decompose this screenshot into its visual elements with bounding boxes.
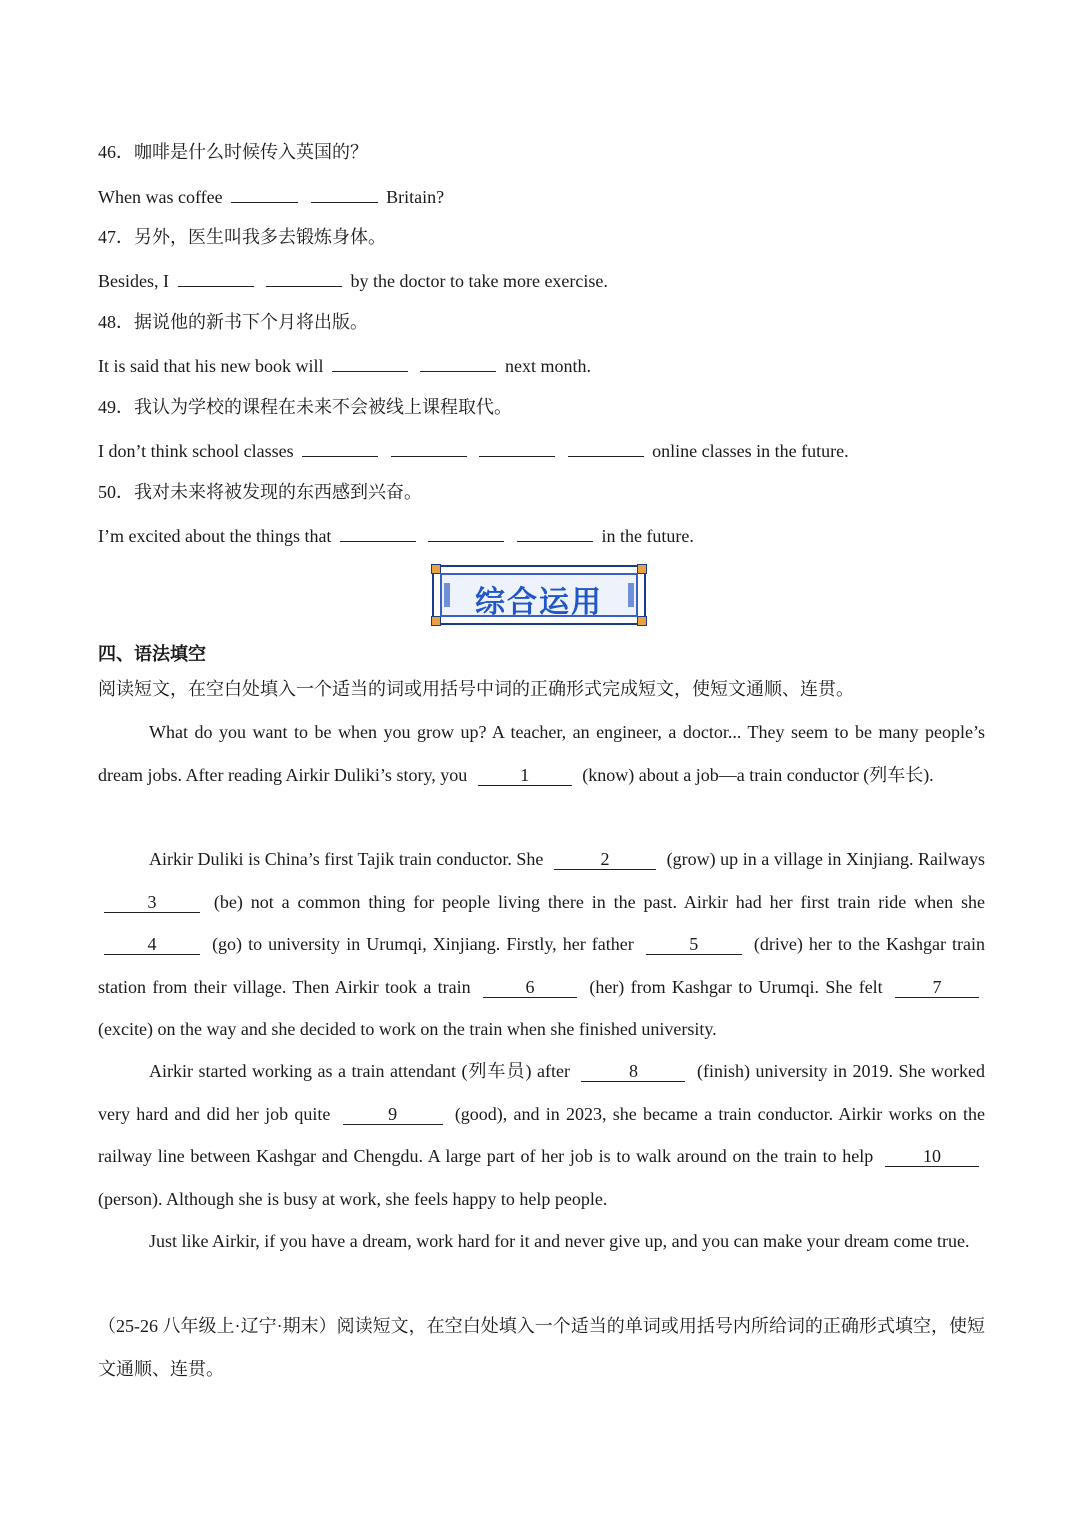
next-question-instruction: （25-26 八年级上·辽宁·期末）阅读短文，在空白处填入一个适当的单词或用括号内所给词的正确形式填空，使短文通顺、连贯。 [98,1316,985,1379]
passage-text: (drive) her to the Kashgar train station from their village. Then Airkir took a train [98,934,986,997]
answer-blank-1[interactable]: 1 [478,765,572,786]
answer-blank-8[interactable]: 8 [581,1061,685,1082]
answer-blank[interactable] [517,523,593,542]
passage-paragraph-2 [98,838,985,1051]
answer-blank-2[interactable]: 2 [554,849,656,870]
answer-blank[interactable] [479,438,555,457]
q49-text-b: online classes in the future. [652,441,849,461]
question-47-sentence [98,268,608,293]
passage-paragraph-3 [98,1050,985,1220]
question-46-sentence [98,184,444,209]
answer-blank[interactable] [420,353,496,372]
section-banner [432,565,646,625]
passage-text: (finish) university in 2019. She worked very hard and did her job quite [98,1061,986,1124]
question-46-prompt: 46．咖啡是什么时候传入英国的？ [98,142,368,162]
q50-text-a: I’m excited about the things that [98,526,332,546]
answer-blank[interactable] [340,523,416,542]
answer-blank[interactable] [568,438,644,457]
answer-blank[interactable] [178,268,254,287]
passage-paragraph-4 [98,1220,985,1263]
answer-blank[interactable] [332,353,408,372]
question-50-sentence [98,523,694,548]
question-48-sentence [98,353,591,378]
q49-text-a: I don’t think school classes [98,441,294,461]
q50-text-b: in the future. [601,526,694,546]
answer-blank-5[interactable]: 5 [646,934,742,955]
passage-text: Airkir Duliki is China’s first Tajik train conductor. She [149,849,544,869]
passage-text: (know) about a job—a train conductor (列车长). [582,764,934,785]
q47-text-b: by the doctor to take more exercise. [350,271,608,291]
answer-blank[interactable] [428,523,504,542]
section-instruction: 阅读短文，在空白处填入一个适当的词或用括号中词的正确形式完成短文，使短文通顺、连贯。 [98,679,854,699]
question-47-prompt: 47．另外，医生叫我多去锻炼身体。 [98,227,386,247]
answer-blank-9[interactable]: 9 [343,1104,443,1125]
answer-blank[interactable] [266,268,342,287]
answer-blank-10[interactable]: 10 [885,1146,979,1167]
passage-text: (go) to university in Urumqi, Xinjiang. Firstly, her father [212,934,634,954]
passage-text: (be) not a common thing for people living there in the past. Airkir had her first train ride when she [213,891,986,912]
q46-text-b: Britain? [386,187,445,207]
passage-text: (grow) up in a village in Xinjiang. Railways [666,849,986,869]
question-50-prompt: 50．我对未来将被发现的东西感到兴奋。 [98,482,422,502]
answer-blank[interactable] [391,438,467,457]
passage-paragraph-1 [98,711,985,796]
passage-text: Just like Airkir, if you have a dream, work hard for it and never give up, and you can make your dream come true. [149,1231,970,1251]
banner-corner [637,564,647,574]
answer-blank[interactable] [311,184,378,203]
banner-title: 综合运用 [475,585,603,620]
passage-text: What do you want to be when you grow up? A teacher, an engineer, a doctor... They seem to be many people’s dream jobs. After reading Airkir Duliki’s story, you [98,722,985,785]
section-title: 四、语法填空 [98,644,206,665]
answer-blank-6[interactable]: 6 [483,977,577,998]
answer-blank[interactable] [231,184,298,203]
question-49-prompt: 49．我认为学校的课程在未来不会被线上课程取代。 [98,397,512,417]
answer-blank-4[interactable]: 4 [104,934,200,955]
answer-blank-7[interactable]: 7 [895,977,979,998]
passage-text: (person). Although she is busy at work, she feels happy to help people. [98,1188,608,1209]
question-49-sentence [98,438,849,463]
passage-text: (good), and in 2023, she became a train conductor. Airkir works on the railway line between Kashgar and Chengdu. A large part of her job is to walk around on the train to help [98,1103,985,1166]
answer-blank-3[interactable]: 3 [104,892,200,913]
q47-text-a: Besides, I [98,271,169,291]
passage-text: Airkir started working as a train attendant (列车员) after [149,1061,570,1081]
passage-text: (excite) on the way and she decided to work on the train when she finished university. [98,1019,717,1039]
answer-blank[interactable] [302,438,378,457]
q48-text-b: next month. [504,356,591,376]
q48-text-a: It is said that his new book will [98,356,324,376]
question-48-prompt: 48．据说他的新书下个月将出版。 [98,312,368,332]
passage-text: (her) from Kashgar to Urumqi. She felt [589,976,883,997]
q46-text-a: When was coffee [98,187,223,207]
